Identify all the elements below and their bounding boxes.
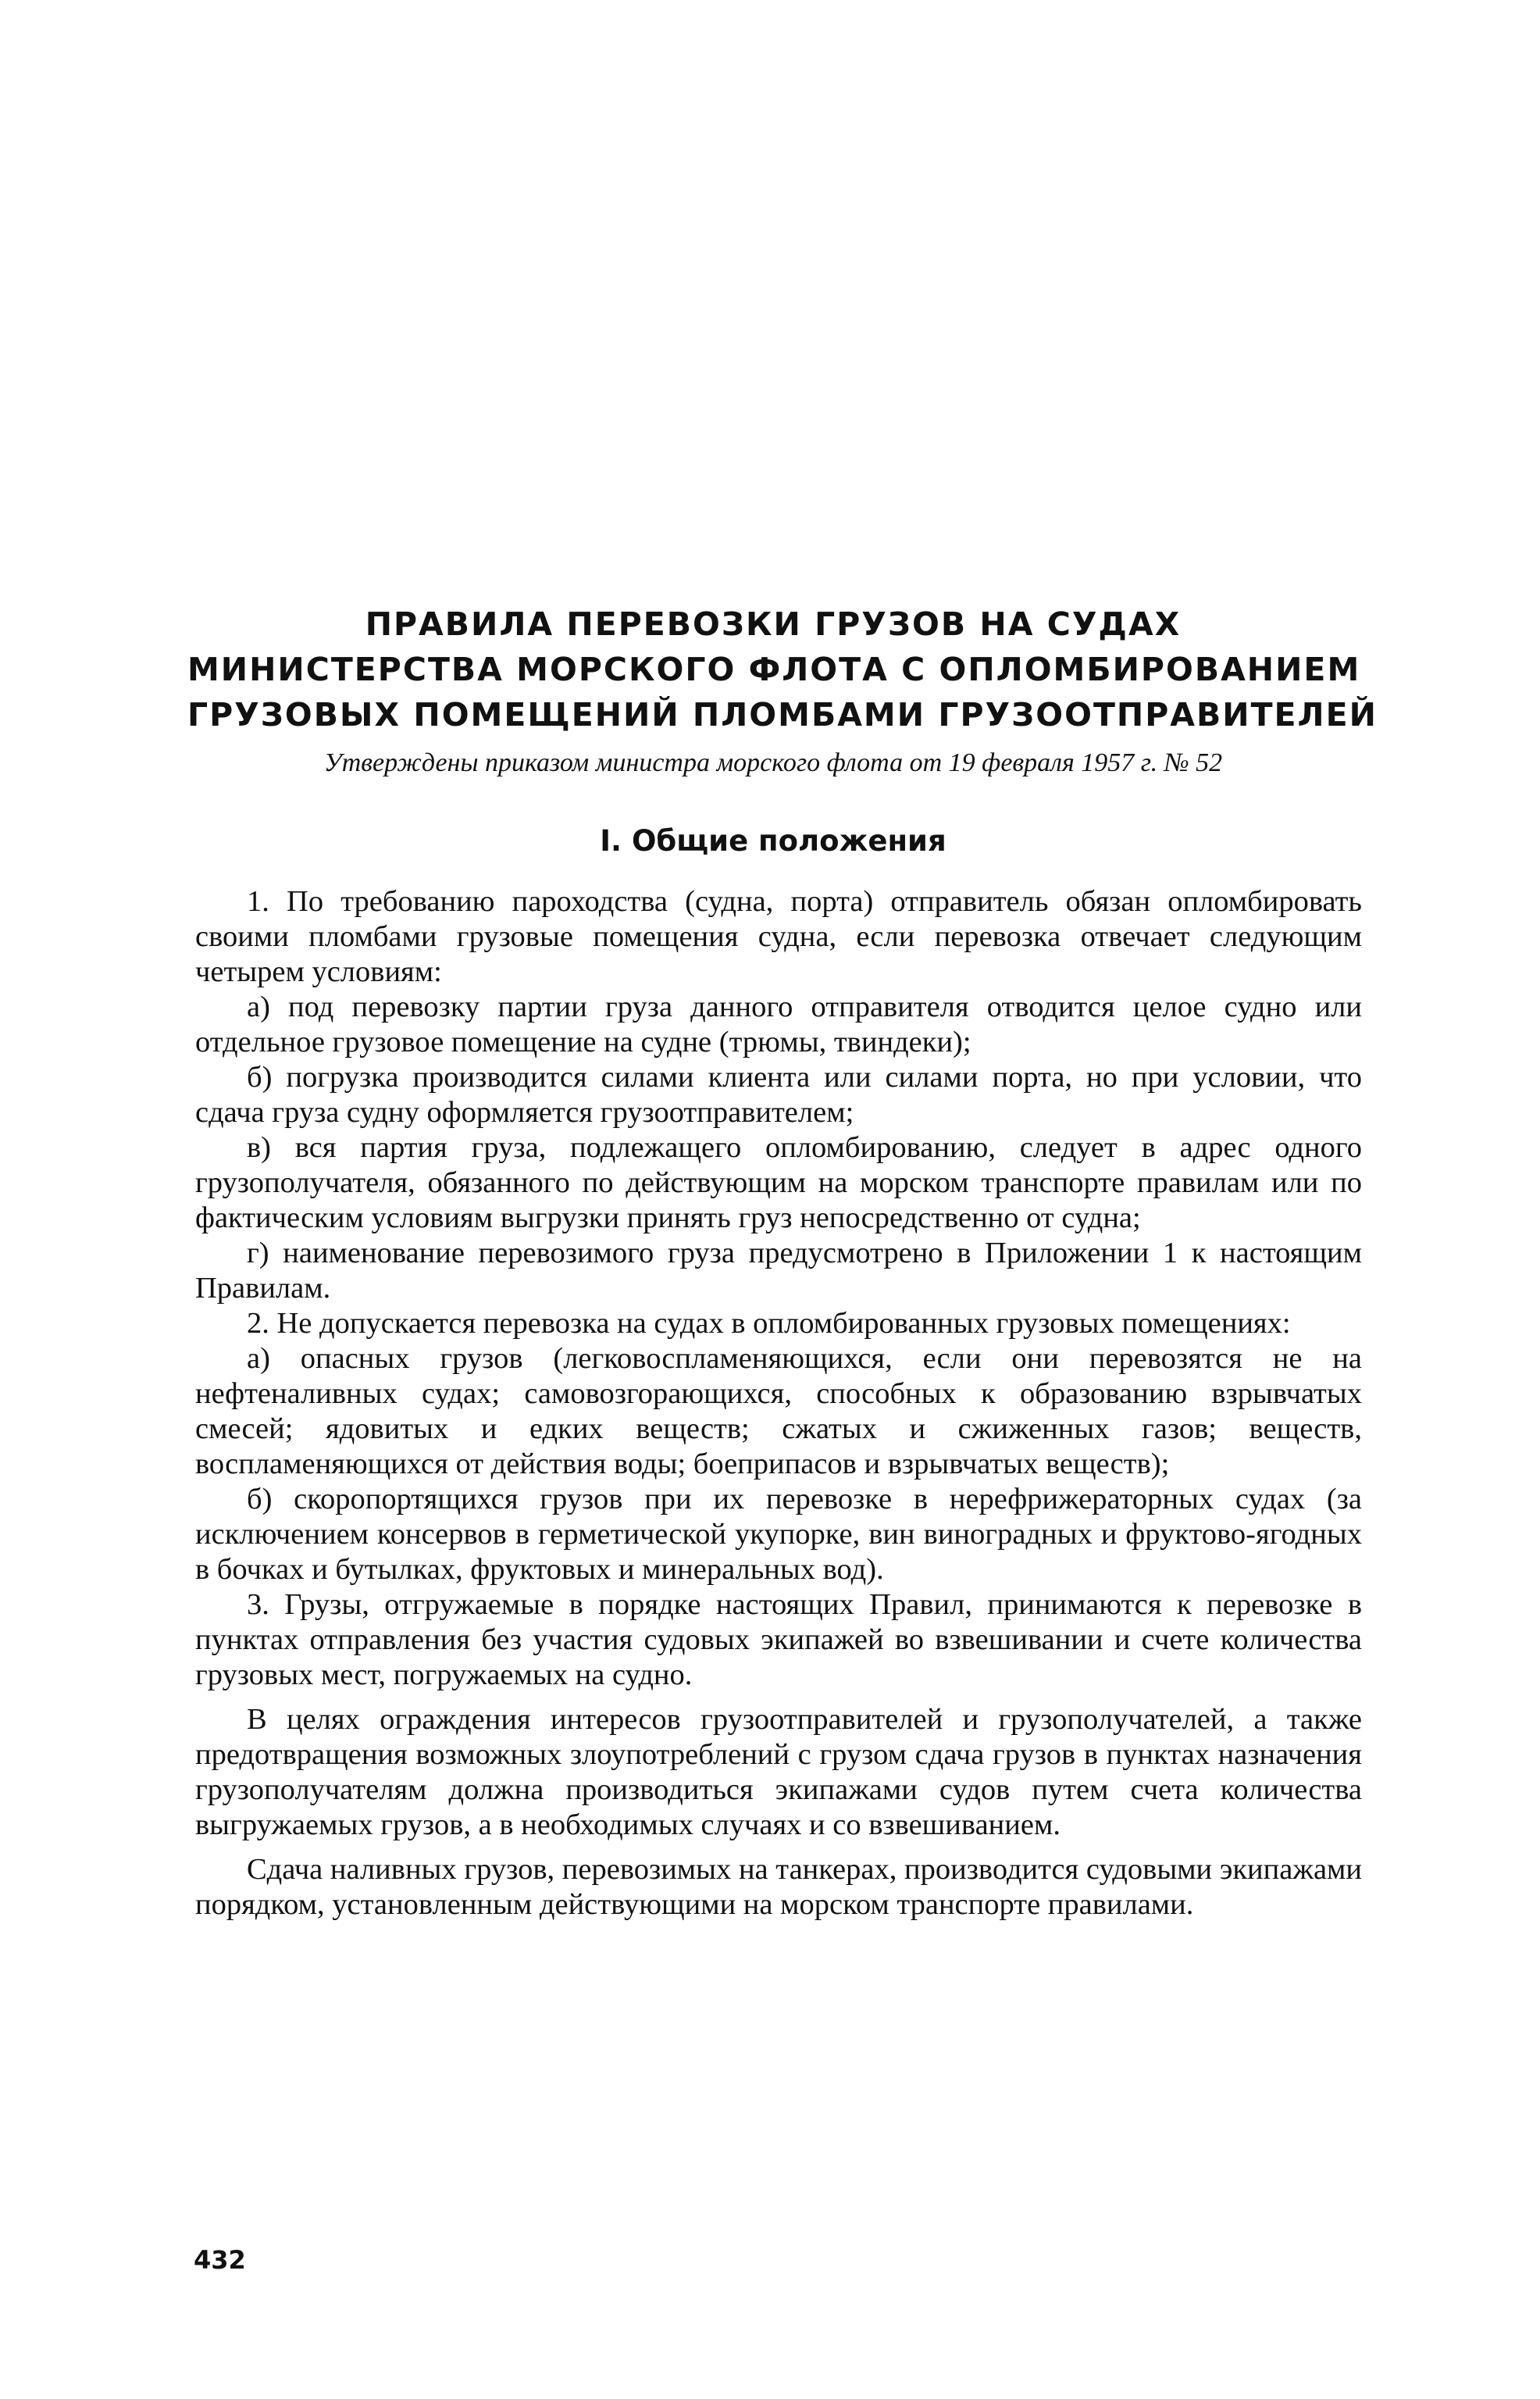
section-heading: I. Общие положения	[600, 824, 946, 858]
paragraph-1c: в) вся партия груза, подлежащего опломбированию, следует в адрес одного грузополучателя, обязанного по действующим на морском транспорте правилам или по фактическим условиям выгрузки принять груз непосредственно от судна;	[195, 1131, 1362, 1234]
paragraph-3: 3. Грузы, отгружаемые в порядке настоящих Правил, принимаются к перевозке в пунктах отправления без участия судовых экипажей во взвешивании и счете количества грузовых мест, погружаемых на судно.	[195, 1588, 1362, 1691]
approval-note: Утверждены приказом министра морского флота от 19 февраля 1957 г. № 52	[323, 748, 1223, 777]
paragraph-2a: а) опасных грузов (легковоспламеняющихся, если они перевозятся не на нефтеналивных судах; самовозгорающихся, способных к образованию взрывчатых смесей; ядовитых и едких веществ; сжатых и сжиженных газов; веществ, воспламеняющихся от действия воды; боеприпасов и взрывчатых веществ);	[195, 1342, 1362, 1480]
paragraph-2b: б) скоропортящихся грузов при их перевозке в нерефрижераторных судах (за исключением консервов в герметической укупорке, вин виноградных и фруктово-ягодных в бочках и бутылках, фруктовых и минеральных вод).	[195, 1483, 1362, 1586]
paragraph-1b: б) погрузка производится силами клиента или силами порта, но при условии, что сдача груза судну оформляется грузоотправителем;	[195, 1061, 1362, 1129]
title-line-2: МИНИСТЕРСТВА МОРСКОГО ФЛОТА С ОПЛОМБИРОВАНИЕМ	[187, 651, 1361, 688]
paragraph-3-liquid-cargo: Сдача наливных грузов, перевозимых на танкерах, производится судовыми экипажами порядком, установленным действующими на морском транспорте правилами.	[195, 1853, 1362, 1921]
paragraph-2: 2. Не допускается перевозка на судах в опломбированных грузовых помещениях:	[247, 1307, 1291, 1340]
paragraph-1d: г) наименование перевозимого груза предусмотрено в Приложении 1 к настоящим Правилам.	[195, 1237, 1362, 1305]
paragraph-1a: а) под перевозку партии груза данного отправителя отводится целое судно или отдельное грузовое помещение на судне (трюмы, твиндеки);	[195, 991, 1362, 1058]
page-number: 432	[194, 2245, 246, 2275]
title-line-1: ПРАВИЛА ПЕРЕВОЗКИ ГРУЗОВ НА СУДАХ	[365, 605, 1182, 643]
body-text	[195, 884, 1362, 1922]
paragraph-3-continued: В целях ограждения интересов грузоотправителей и грузополучателей, а также предотвращения возможных злоупотреблений с грузом сдача грузов в пунктах назначения грузополучателям должна производиться экипажами судов путем счета количества выгружаемых грузов, а в необходимых случаях и со взвешиванием.	[195, 1703, 1362, 1841]
document-title	[187, 602, 1378, 737]
title-line-3: ГРУЗОВЫХ ПОМЕЩЕНИЙ ПЛОМБАМИ ГРУЗООТПРАВИТЕЛЕЙ	[187, 696, 1378, 734]
paragraph-1: 1. По требованию пароходства (судна, порта) отправитель обязан опломбировать своими пломбами грузовые помещения судна, если перевозка отвечает следующим четырем условиям:	[195, 885, 1362, 988]
